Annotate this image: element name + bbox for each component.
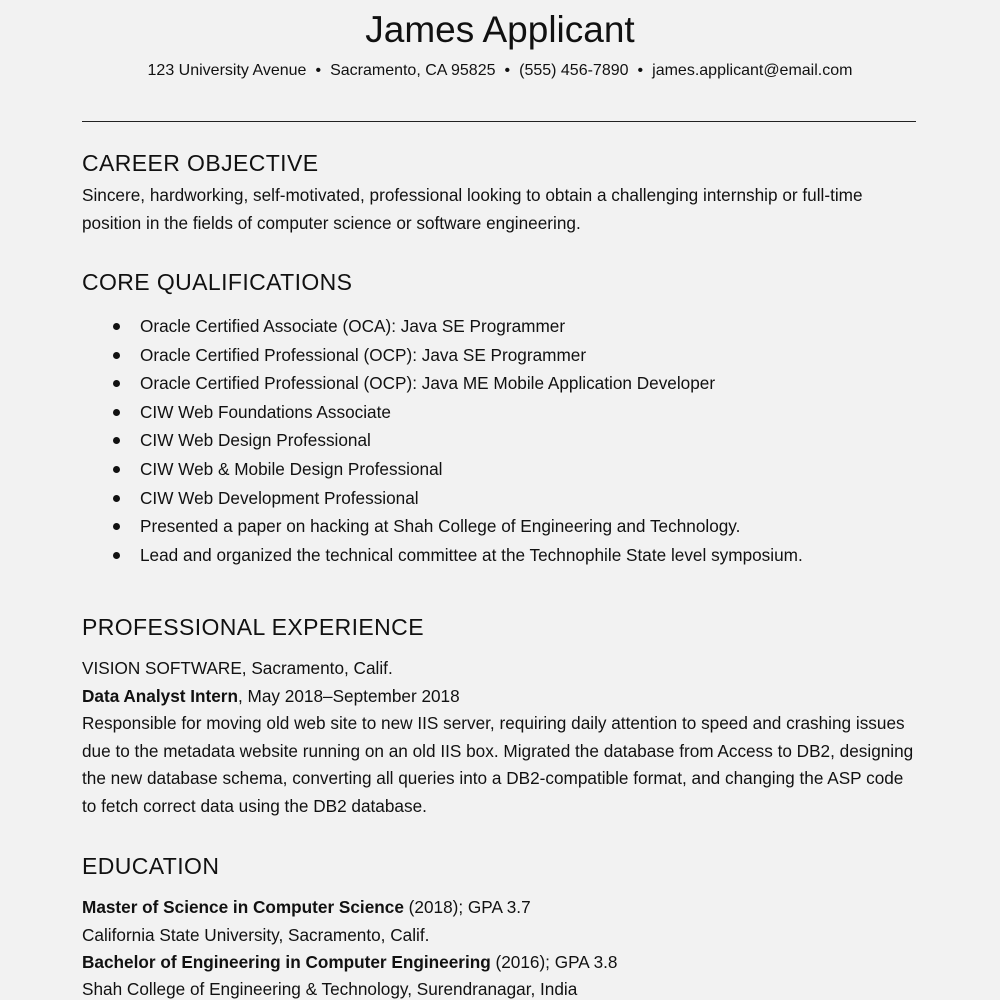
applicant-name: James Applicant <box>365 9 635 50</box>
contact-separator: • <box>315 62 322 79</box>
qualification-text: CIW Web Development Professional <box>140 487 419 508</box>
education-degree: Master of Science in Computer Science <box>82 897 404 917</box>
qualification-text: CIW Web & Mobile Design Professional <box>140 458 443 479</box>
education-degree-line <box>82 949 942 977</box>
education-heading: EDUCATION <box>82 853 220 879</box>
qualification-item <box>82 312 942 341</box>
bullet-icon <box>113 495 120 502</box>
qualification-item <box>82 398 942 427</box>
qualification-item <box>82 484 942 513</box>
education-details: (2016); GPA 3.8 <box>490 952 618 972</box>
education-school: California State University, Sacramento, Calif. <box>82 925 430 945</box>
contact-line <box>0 60 1000 82</box>
qualification-text: Oracle Certified Associate (OCA): Java SE Programmer <box>140 316 566 336</box>
experience-company: VISION SOFTWARE, Sacramento, Calif. <box>82 658 393 678</box>
qualification-item <box>82 426 942 455</box>
contact-separator: • <box>637 62 644 79</box>
bullet-icon <box>113 523 120 530</box>
qualification-item <box>82 455 942 484</box>
education-details: (2018); GPA 3.7 <box>403 897 531 917</box>
qualification-text: Presented a paper on hacking at Shah College of Engineering and Technology. <box>140 516 741 537</box>
header-divider <box>82 121 916 122</box>
qualification-text: CIW Web Foundations Associate <box>140 401 391 422</box>
contact-city: Sacramento, CA 95825 <box>330 62 496 79</box>
experience-role-line <box>82 683 942 711</box>
qualification-item <box>82 369 942 398</box>
bullet-icon <box>113 380 120 387</box>
bullet-icon <box>113 323 120 330</box>
qualification-item <box>82 541 942 570</box>
bullet-icon <box>113 552 120 559</box>
contact-phone: (555) 456-7890 <box>519 62 629 79</box>
bullet-icon <box>113 437 120 444</box>
qualifications-list <box>82 312 942 569</box>
qualification-item <box>82 341 942 370</box>
objective-text: Sincere, hardworking, self-motivated, professional looking to obtain a challenging internship or full-time position in the fields of computer science or software engineering. <box>82 185 863 233</box>
bullet-icon <box>113 466 120 473</box>
qualification-text: Lead and organized the technical committee at the Technophile State level symposium. <box>140 544 803 565</box>
experience-dates: , May 2018–September 2018 <box>238 686 460 706</box>
education-degree-line <box>82 894 942 922</box>
bullet-icon <box>113 409 120 416</box>
contact-address: 123 University Avenue <box>147 62 307 79</box>
objective-heading: CAREER OBJECTIVE <box>82 150 319 176</box>
bullet-icon <box>113 352 120 359</box>
experience-description: Responsible for moving old web site to new IIS server, requiring daily attention to speed and crashing issues due to the metadata website running on an old IIS box. Migrated the database from Access to DB2, designing the new database schema, converting all queries into a DB2-compatible format, and changing the ASP code to fetch correct data using the DB2 database. <box>82 713 914 816</box>
qualification-text: CIW Web Design Professional <box>140 430 371 451</box>
qualification-text: Oracle Certified Professional (OCP): Java ME Mobile Application Developer <box>140 373 716 394</box>
contact-separator: • <box>504 62 511 79</box>
qualifications-heading: CORE QUALIFICATIONS <box>82 269 353 295</box>
experience-role: Data Analyst Intern <box>82 686 238 706</box>
education-degree: Bachelor of Engineering in Computer Engineering <box>82 952 491 972</box>
experience-heading: PROFESSIONAL EXPERIENCE <box>82 614 424 640</box>
education-school: Shah College of Engineering & Technology, Surendranagar, India <box>82 979 578 999</box>
contact-email: james.applicant@email.com <box>652 62 853 79</box>
qualification-text: Oracle Certified Professional (OCP): Java SE Programmer <box>140 344 587 365</box>
qualification-item <box>82 512 942 541</box>
